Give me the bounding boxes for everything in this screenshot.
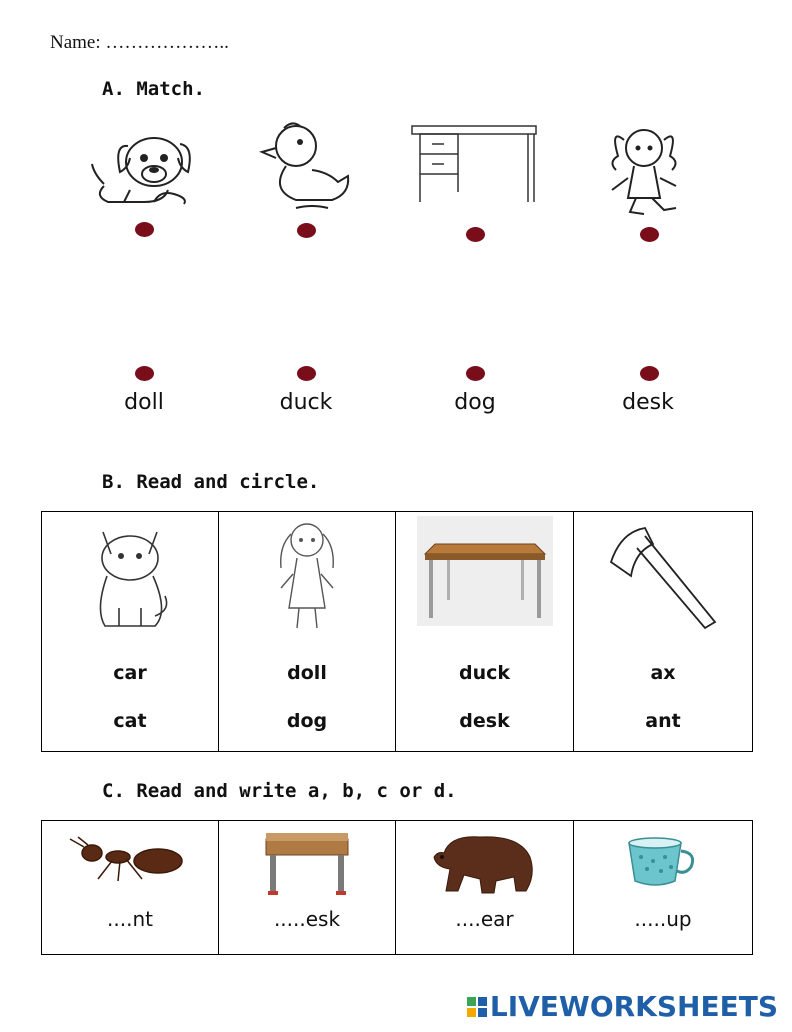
circle-cell-2: [219, 512, 396, 752]
match-dot-top-3[interactable]: [466, 227, 485, 242]
option-doll[interactable]: doll: [287, 662, 327, 684]
option-ax[interactable]: ax: [650, 662, 676, 684]
brand-name: LIVEWORKSHEETS: [489, 990, 778, 1023]
circle-cell-1: [42, 512, 219, 752]
option-duck[interactable]: duck: [458, 662, 511, 684]
write-blank-4[interactable]: .....up: [634, 907, 692, 931]
dog-picture: [84, 124, 200, 208]
match-word-2: duck: [279, 390, 333, 415]
desk-picture: [262, 829, 352, 897]
cat-picture: [85, 520, 175, 632]
write-cell-4: [574, 821, 753, 955]
bear-picture: [430, 827, 540, 897]
desk-picture: [410, 122, 540, 206]
option-desk[interactable]: desk: [459, 710, 510, 732]
match-word-4: desk: [622, 390, 674, 415]
match-dot-top-1[interactable]: [135, 222, 154, 237]
read-and-write-table: [41, 820, 753, 955]
circle-cell-3: [396, 512, 574, 752]
option-dog[interactable]: dog: [286, 710, 328, 732]
desk-picture: [417, 516, 553, 626]
option-cat[interactable]: cat: [113, 710, 147, 732]
match-dot-top-2[interactable]: [297, 223, 316, 238]
write-cell-3: [396, 821, 574, 955]
section-b-heading: B. Read and circle.: [102, 471, 320, 493]
circle-cell-4: [574, 512, 753, 752]
read-and-circle-table: [41, 511, 753, 752]
option-ant[interactable]: ant: [645, 710, 681, 732]
duck-picture: [256, 118, 356, 214]
match-word-1: doll: [124, 390, 164, 415]
match-dot-bottom-3[interactable]: [466, 366, 485, 381]
section-a-heading: A. Match.: [102, 78, 205, 100]
doll-picture: [600, 118, 694, 218]
write-cell-2: [219, 821, 396, 955]
ant-picture: [68, 835, 192, 883]
doll-picture: [267, 516, 347, 636]
match-word-3: dog: [454, 390, 496, 415]
liveworksheets-logo: [467, 990, 778, 1023]
write-blank-3[interactable]: ....ear: [455, 907, 514, 931]
cup-picture: [625, 835, 701, 889]
logo-squares-icon: [467, 997, 487, 1017]
match-dot-bottom-1[interactable]: [135, 366, 154, 381]
ax-picture: [601, 522, 725, 632]
option-car[interactable]: car: [113, 662, 147, 684]
match-dot-top-4[interactable]: [640, 227, 659, 242]
name-line: Name: ………………..: [50, 32, 229, 53]
write-blank-2[interactable]: .....esk: [273, 907, 341, 931]
match-dot-bottom-2[interactable]: [297, 366, 316, 381]
section-c-heading: C. Read and write a, b, c or d.: [102, 780, 457, 802]
write-blank-1[interactable]: ....nt: [107, 907, 153, 931]
write-cell-1: [42, 821, 219, 955]
match-dot-bottom-4[interactable]: [640, 366, 659, 381]
